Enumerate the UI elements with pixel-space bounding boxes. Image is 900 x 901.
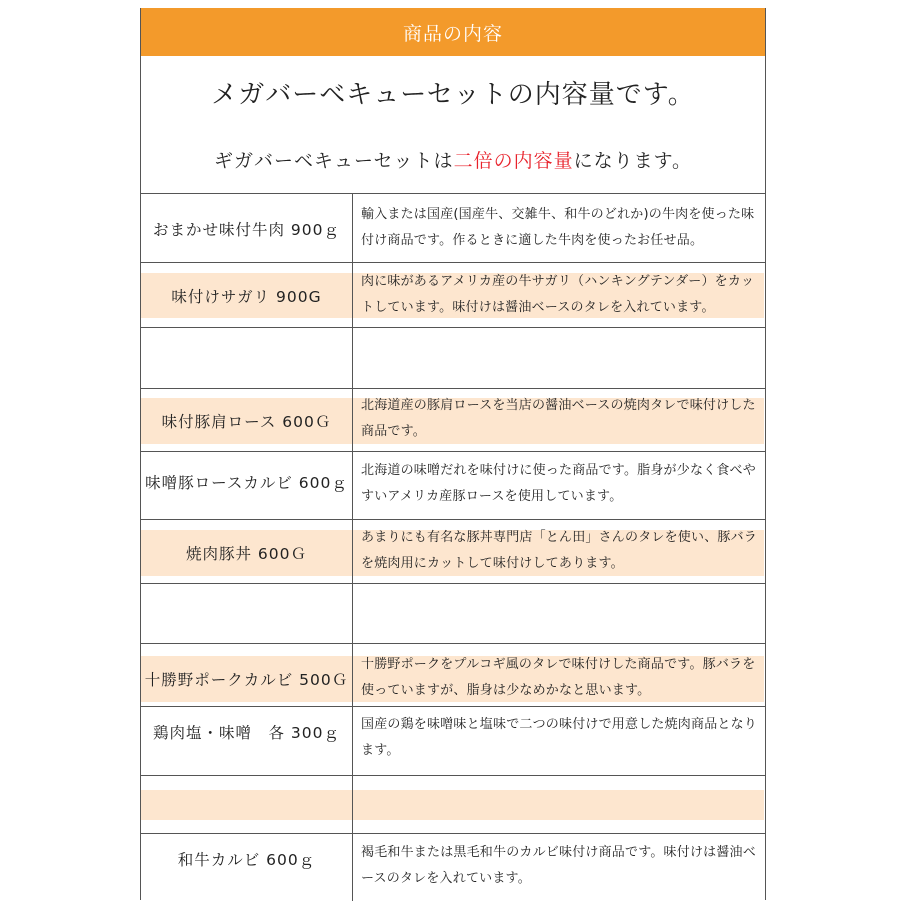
table-row bbox=[140, 706, 766, 775]
subline-after: になります。 bbox=[573, 150, 693, 172]
product-name: 和牛カルビ 600ｇ bbox=[177, 851, 316, 869]
product-description: 北海道産の豚肩ロースを当店の醤油ベースの焼肉タレで味付けした商品です。 bbox=[361, 398, 756, 439]
product-description: 輸入または国産(国産牛、交雑牛、和牛のどれか)の牛肉を使った味付け商品です。作るときに適した牛肉を使ったお任せ品。 bbox=[361, 207, 755, 248]
table-row bbox=[140, 388, 766, 451]
subline-before: ギガバーベキューセットは bbox=[213, 150, 454, 172]
product-description: 十勝野ポークをプルコギ風のタレで味付けした商品です。豚バラを使っていますが、脂身は少なめかなと思います。 bbox=[361, 657, 756, 698]
table-row bbox=[140, 262, 766, 327]
product-description: あまりにも有名な豚丼専門店「とん田」さんのタレを使い、豚バラを焼肉用にカットして味付けしてあります。 bbox=[361, 530, 758, 571]
section-header bbox=[141, 8, 765, 56]
product-description: 肉に味があるアメリカ産の牛サガリ（ハンキングテンダー）をカットしています。味付けは醤油ベースのタレを入れています。 bbox=[361, 274, 755, 315]
product-name: おまかせ味付牛肉 900ｇ bbox=[152, 220, 340, 239]
product-name: 味噌豚ロースカルビ 600ｇ bbox=[145, 474, 348, 492]
headline: メガバーベキューセットの内容量です。 bbox=[211, 80, 695, 110]
product-description: 北海道の味噌だれを味付けに使った商品です。脂身が少なく食べやすいアメリカ産豚ロースを使用しています。 bbox=[361, 463, 756, 504]
table-row bbox=[140, 451, 766, 519]
product-name: 十勝野ポークカルビ 500Ｇ bbox=[141, 656, 352, 702]
product-name bbox=[141, 328, 352, 389]
table-row bbox=[140, 193, 766, 262]
table-row bbox=[140, 583, 766, 643]
table-row bbox=[140, 833, 766, 900]
section-title: 商品の内容 bbox=[402, 22, 503, 45]
product-name bbox=[141, 584, 352, 644]
subline-highlight: 二倍の内容量 bbox=[453, 150, 574, 172]
table-row bbox=[140, 643, 766, 706]
product-name: 味付けサガリ 900G bbox=[141, 273, 352, 318]
subline bbox=[141, 146, 765, 173]
product-name: 味付豚肩ロース 600Ｇ bbox=[141, 398, 352, 444]
product-name: 焼肉豚丼 600Ｇ bbox=[141, 530, 352, 576]
product-description: 国産の鶏を味噌味と塩味で二つの味付けで用意した焼肉商品となります。 bbox=[361, 717, 758, 758]
product-description: 褐毛和牛または黒毛和牛のカルビ味付け商品です。味付けは醤油ベースのタレを入れています。 bbox=[361, 845, 756, 886]
table-row bbox=[140, 519, 766, 583]
table-row bbox=[140, 327, 766, 388]
table-row bbox=[140, 775, 766, 833]
product-name: 鶏肉塩・味噌 各 300ｇ bbox=[152, 724, 340, 742]
product-name bbox=[141, 790, 352, 820]
